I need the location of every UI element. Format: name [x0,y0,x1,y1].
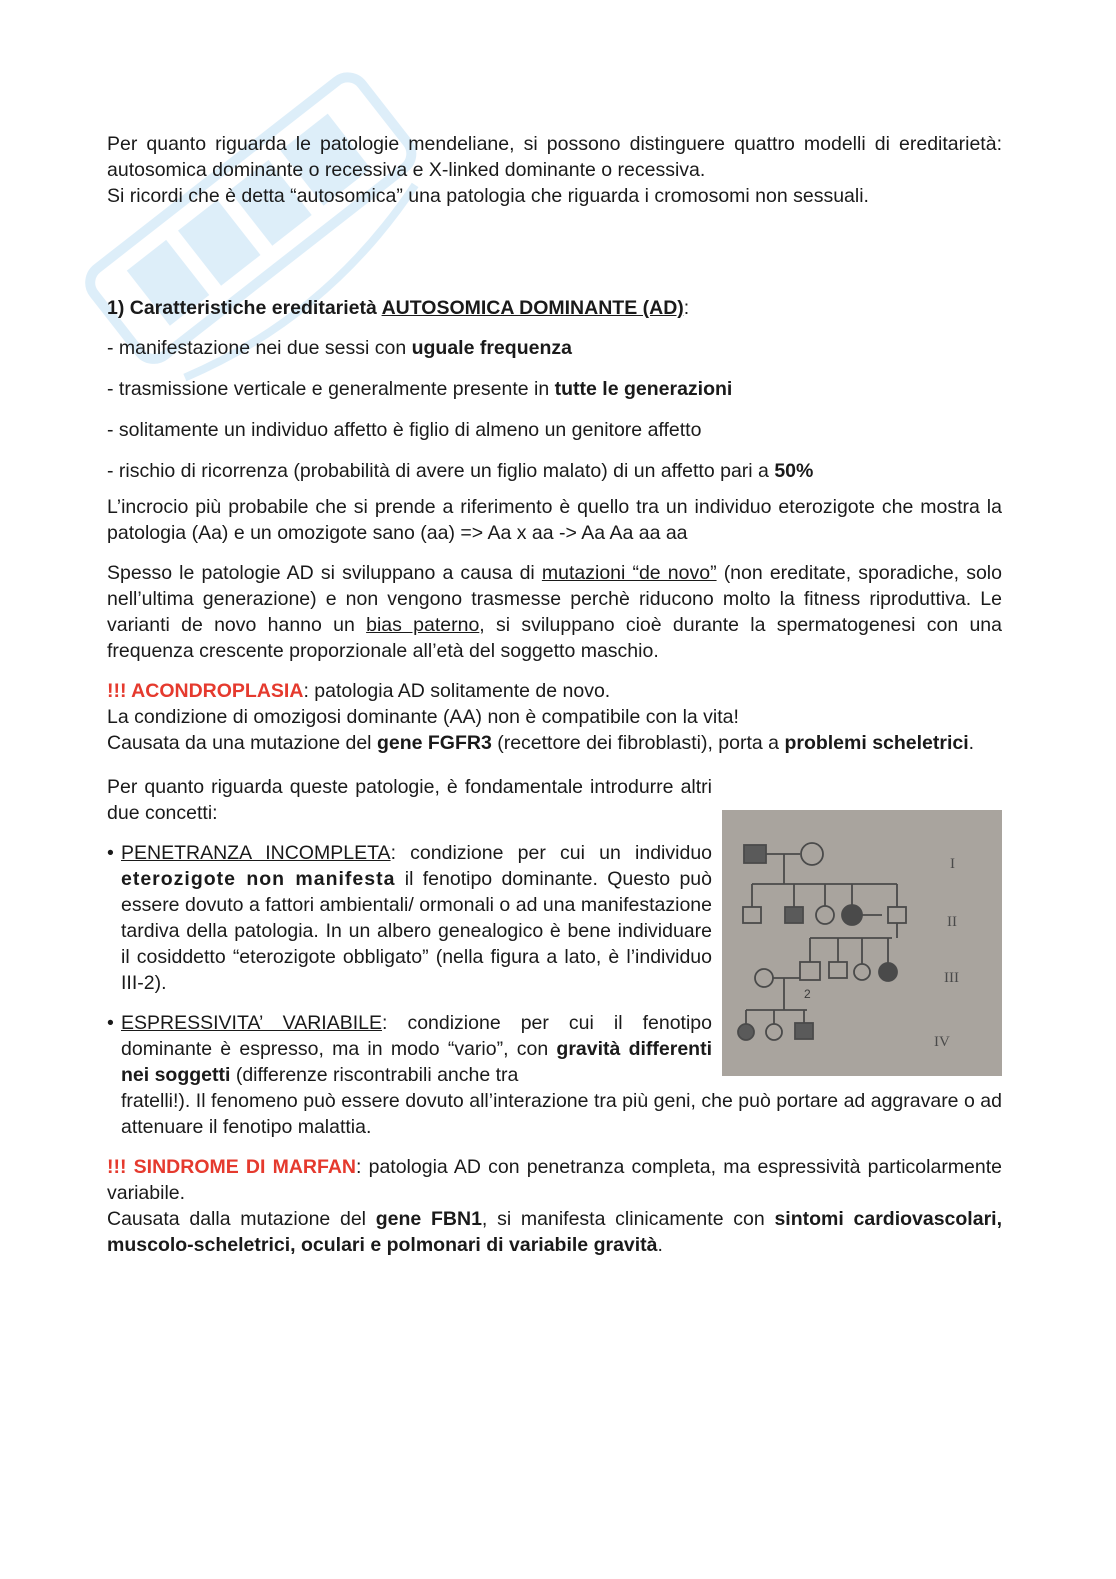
list-item-text: - trasmissione verticale e generalmente presente in [107,378,555,400]
denovo-text-3: , si sviluppano cioè durante la spermatogenesi con una frequenza crescente proporzionale all’età del soggetto maschio. [107,614,1003,662]
list-item-bold: tutte le generazioni [554,378,733,400]
list-item-text: - manifestazione nei due sessi con [107,337,412,359]
concepts-left-column [107,774,712,1088]
espressivita-text: (differenze riscontrabili anche tra [230,1064,519,1086]
espressivita-title: ESPRESSIVITA’ VARIABILE [121,1012,382,1034]
acondroplasia-line-2: La condizione di omozigosi dominante (AA) non è compatibile con la vita! [107,706,739,728]
list-item-text: - solitamente un individuo affetto è figlio di almeno un genitore affetto [107,419,702,441]
acondroplasia-line-3 [107,730,1002,756]
section-heading [107,295,1002,321]
espressivita-text: : condizione per cui il fenotipo dominante è espresso, ma in modo “vario”, con [121,1012,712,1060]
penetranza-bold: eterozigote non manifesta [121,868,396,890]
list-item [107,376,1002,402]
list-item-bold: uguale frequenza [411,337,572,359]
acondroplasia-gene: gene FGFR3 [376,732,492,754]
marfan-line [107,1154,1002,1206]
marfan-line-2 [107,1206,1002,1258]
bullet-dot: • [107,842,114,864]
acondroplasia-text: . [968,732,975,754]
pedigree-affected-male [744,845,766,863]
penetranza-title: PENETRANZA INCOMPLETA [121,842,391,864]
denovo-text-2: (non ereditate, sporadiche, solo nell’ultima generazione) e non vengono trasmesse perchè riducono molto la fitness riproduttiva. Le varianti de novo hanno un [107,562,1002,636]
cross-paragraph: L’incrocio più probabile che si prende a riferimento è quello tra un individuo eterozigote che mostra la patologia (Aa) e un omozigote sano (aa) => Aa x aa -> Aa Aa aa aa [107,496,1002,544]
acondroplasia-effect: problemi scheletrici [784,732,969,754]
acondroplasia-desc: : patologia AD solitamente de novo. [303,680,611,702]
bullet-penetranza [107,840,712,996]
acondroplasia-text: Causata da una mutazione del [107,732,377,754]
generation-label: IV [934,1034,950,1050]
generation-label: II [947,914,957,930]
intro-note: Si ricordi che è detta “autosomica” una patologia che riguarda i cromosomi non sessuali. [107,185,869,207]
marfan-text: Causata dalla mutazione del [107,1208,376,1230]
marfan-gene: gene FBN1 [375,1208,482,1230]
acondroplasia-title: !!! ACONDROPLASIA [107,680,304,702]
pedigree-figure [722,810,1002,1076]
list-item-text: - rischio di ricorrenza (probabilità di avere un figlio malato) di un affetto pari a [107,460,775,482]
marfan-text: . [657,1234,663,1256]
pedigree-affected-male [785,907,803,923]
generation-label: I [950,856,955,872]
denovo-underline-2: bias paterno [366,614,480,636]
bullet-content [121,1010,712,1088]
denovo-paragraph [107,560,1002,664]
espressivita-continuation: fratelli!). Il fenomeno può essere dovuto all’interazione tra più geni, che può portare ad aggravare o ad attenuare il fenotipo malattia. [121,1090,1002,1138]
acondroplasia-text: (recettore dei fibroblasti), porta a [491,732,785,754]
pedigree-affected-female [879,963,897,981]
bullet-espressivita [107,1010,712,1088]
list-item-bold: 50% [774,460,814,482]
heading-suffix: : [683,297,690,319]
concepts-intro: Per quanto riguarda queste patologie, è fondamentale introdurre altri due concetti: [107,776,712,824]
acondroplasia-line [107,678,1002,704]
bullet-dot: • [107,1012,114,1034]
list-item [107,335,1002,361]
list-item [107,458,1002,484]
penetranza-text: : condizione per cui un individuo [390,842,713,864]
pedigree-marker: 2 [804,987,811,1001]
marfan-text: , si manifesta clinicamente con [481,1208,775,1230]
pedigree-affected-male [795,1023,813,1039]
heading-prefix: 1) Caratteristiche ereditarietà [107,297,382,319]
heading-underlined: AUTOSOMICA DOMINANTE (AD) [381,297,684,319]
list-item [107,417,1002,443]
marfan-desc: : patologia AD con penetranza completa, ma espressività particolarmente variabile. [107,1156,1003,1204]
pedigree-affected-female [738,1024,754,1040]
concepts-section [107,774,1002,1140]
espressivita-bold: gravità differenti nei soggetti [121,1038,712,1086]
denovo-text-1: Spesso le patologie AD si sviluppano a causa di [107,562,542,584]
document-page [107,131,1002,1258]
intro-paragraph: Per quanto riguarda le patologie mendeliane, si possono distinguere quattro modelli di ereditarietà: autosomica dominante o recessiva e X-linked dominante o recessiva. [107,133,1002,181]
generation-label: III [944,970,959,986]
marfan-symptoms: sintomi cardiovascolari, muscolo-scheletrici, oculari e polmonari di variabile gravità [107,1208,1002,1256]
marfan-title: !!! SINDROME DI MARFAN [107,1156,357,1178]
bullet-content [121,840,712,996]
pedigree-affected-female [842,905,862,925]
denovo-underline-1: mutazioni “de novo” [541,562,717,584]
penetranza-text: il fenotipo dominante. Questo può essere dovuto a fattori ambientali/ ormonali o ad una manifestazione tardiva della patologia. In un albero genealogico è bene individuare il cosiddetto “eterozigote obbligato” (nella figura a lato, è l’individuo III-2). [121,868,712,994]
